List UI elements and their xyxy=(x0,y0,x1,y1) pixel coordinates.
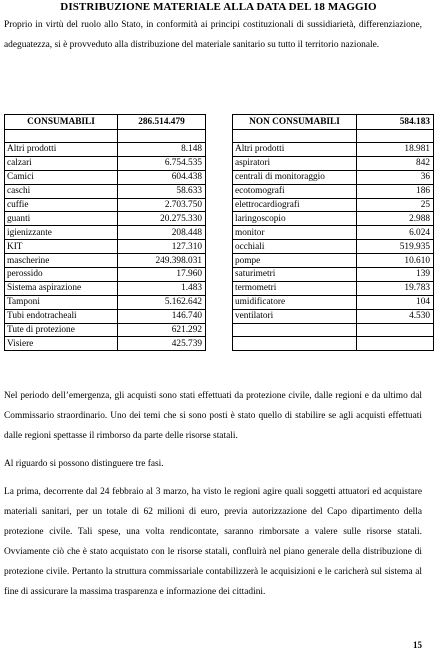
table-row xyxy=(5,143,206,157)
row-value: 36 xyxy=(357,170,434,184)
row-label: umidificatore xyxy=(233,295,357,309)
row-label: guanti xyxy=(5,212,118,226)
table-row xyxy=(5,226,206,240)
table-spacer-row xyxy=(5,130,206,143)
row-label: Tamponi xyxy=(5,295,118,309)
table-row xyxy=(5,268,206,282)
table-row xyxy=(233,309,434,323)
table-row xyxy=(5,212,206,226)
table-row xyxy=(5,254,206,268)
table-row xyxy=(5,170,206,184)
row-value: 58.633 xyxy=(118,184,206,198)
table-row xyxy=(5,184,206,198)
table-row xyxy=(5,240,206,254)
row-value: 17.960 xyxy=(118,268,206,282)
consumabili-header: CONSUMABILI xyxy=(5,115,118,130)
table-row xyxy=(233,198,434,212)
consumabili-table xyxy=(4,114,206,351)
paragraph: La prima, decorrente dal 24 febbraio al 3 marzo, ha visto le regioni agire quali soggetti attuatori ed acquistare materiali sanitari, per un totale di 62 milioni di euro, previa autorizzazione del Capo dipartimento della protezione civile. Tali spese, una volta rendicontate, saranno rimborsate a valere sulle risorse statali. Ovviamente ciò che è stato acquistato con le risorse statali, confluirà nel piano generale della distribuzione di protezione civile. Pertanto la struttura commissariale contabilizzerà le acquisizioni e le caricherà sul sistema al fine di assicurare la massima trasparenza e informazione dei cittadini. xyxy=(4,487,422,597)
row-value: 18.981 xyxy=(357,143,434,157)
table-row xyxy=(233,226,434,240)
table-row xyxy=(233,212,434,226)
table-row xyxy=(5,156,206,170)
row-label: perossido xyxy=(5,268,118,282)
row-value: 139 xyxy=(357,268,434,282)
row-label: elettrocardiografi xyxy=(233,198,357,212)
row-value: 4.530 xyxy=(357,309,434,323)
intro-paragraph: Proprio in virtù del ruolo allo Stato, in conformità ai principi costituzionali di sussidiarietà, differenziazione, adeguatezza, si è provveduto alla distribuzione del materiale sanitario su tutto il territorio nazionale. xyxy=(4,20,422,50)
row-value: 2.703.750 xyxy=(118,198,206,212)
row-label: pompe xyxy=(233,254,357,268)
row-label: igienizzante xyxy=(5,226,118,240)
row-value: 6.754.535 xyxy=(118,156,206,170)
body-text xyxy=(4,386,422,610)
row-value: 842 xyxy=(357,156,434,170)
paragraph: Nel periodo dell’emergenza, gli acquisti sono stati effettuati da protezione civile, dalle regioni e da ultimo dal Commissario straordinario. Uno dei temi che si sono posti è stato quello di stabilire se agli acquisti effettuati dalle regioni spettasse il rimborso da parte delle risorse statali. xyxy=(4,391,422,441)
row-label: laringoscopio xyxy=(233,212,357,226)
row-value: 425.739 xyxy=(118,337,206,351)
row-value: 146.740 xyxy=(118,309,206,323)
row-value: 519.935 xyxy=(357,240,434,254)
row-value: 19.783 xyxy=(357,281,434,295)
row-label: Altri prodotti xyxy=(233,143,357,157)
row-value: 208.448 xyxy=(118,226,206,240)
table-row xyxy=(233,143,434,157)
table-row xyxy=(5,198,206,212)
row-label xyxy=(233,323,357,337)
row-value: 6.024 xyxy=(357,226,434,240)
row-label: KIT xyxy=(5,240,118,254)
row-label: Camici xyxy=(5,170,118,184)
non-consumabili-total: 584.183 xyxy=(357,115,434,130)
row-value: 127.310 xyxy=(118,240,206,254)
paragraph: Al riguardo si possono distinguere tre fasi. xyxy=(4,459,164,469)
table-row xyxy=(5,295,206,309)
page-title: DISTRIBUZIONE MATERIALE ALLA DATA DEL 18 MAGGIO xyxy=(60,1,377,13)
consumabili-total: 286.514.479 xyxy=(118,115,206,130)
row-value: 604.438 xyxy=(118,170,206,184)
row-label: calzari xyxy=(5,156,118,170)
row-value: 2.988 xyxy=(357,212,434,226)
row-label: Sistema aspirazione xyxy=(5,281,118,295)
table-row xyxy=(233,323,434,337)
row-value: 186 xyxy=(357,184,434,198)
row-value xyxy=(357,337,434,351)
table-row xyxy=(5,309,206,323)
row-label: Tubi endotracheali xyxy=(5,309,118,323)
table-row xyxy=(5,323,206,337)
row-value: 8.148 xyxy=(118,143,206,157)
row-label: cuffie xyxy=(5,198,118,212)
page-number: 15 xyxy=(413,640,422,650)
table-row xyxy=(233,184,434,198)
table-row xyxy=(233,254,434,268)
table-row xyxy=(233,337,434,351)
row-value: 621.292 xyxy=(118,323,206,337)
row-label: aspiratori xyxy=(233,156,357,170)
row-value: 10.610 xyxy=(357,254,434,268)
row-label: Altri prodotti xyxy=(5,143,118,157)
row-label: termometri xyxy=(233,281,357,295)
row-label: saturimetri xyxy=(233,268,357,282)
table-row xyxy=(233,240,434,254)
row-label: ventilatori xyxy=(233,309,357,323)
row-value xyxy=(357,323,434,337)
row-value: 1.483 xyxy=(118,281,206,295)
row-label: ecotomografi xyxy=(233,184,357,198)
row-value: 20.275.330 xyxy=(118,212,206,226)
row-value: 104 xyxy=(357,295,434,309)
table-row xyxy=(233,268,434,282)
row-label: caschi xyxy=(5,184,118,198)
row-label: monitor xyxy=(233,226,357,240)
consumabili-header-row xyxy=(5,115,206,130)
row-label: Tute di protezione xyxy=(5,323,118,337)
table-row xyxy=(233,170,434,184)
non-consumabili-header: NON CONSUMABILI xyxy=(233,115,357,130)
row-label: occhiali xyxy=(233,240,357,254)
non-consumabili-table xyxy=(232,114,434,351)
row-value: 25 xyxy=(357,198,434,212)
row-value: 249.398.031 xyxy=(118,254,206,268)
table-row xyxy=(233,295,434,309)
row-label: centrali di monitoraggio xyxy=(233,170,357,184)
table-row xyxy=(233,281,434,295)
row-value: 5.162.642 xyxy=(118,295,206,309)
row-label xyxy=(233,337,357,351)
non-consumabili-header-row xyxy=(233,115,434,130)
row-label: mascherine xyxy=(5,254,118,268)
table-spacer-row xyxy=(233,130,434,143)
table-row xyxy=(5,281,206,295)
row-label: Visiere xyxy=(5,337,118,351)
table-row xyxy=(5,337,206,351)
table-row xyxy=(233,156,434,170)
